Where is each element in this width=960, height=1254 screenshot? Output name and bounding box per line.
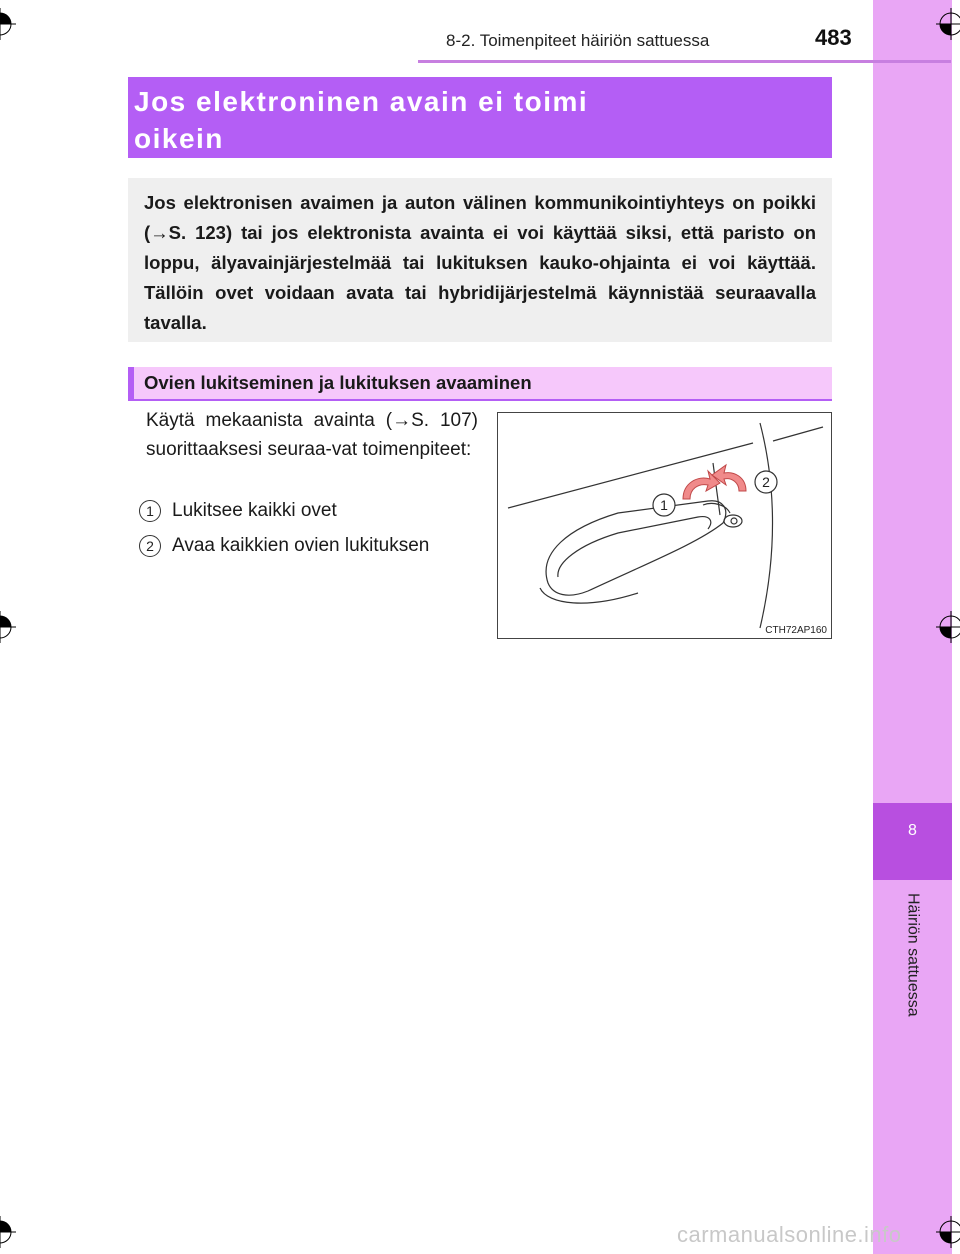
callout-2-label: 2	[762, 474, 770, 490]
chapter-number: 8	[908, 822, 917, 839]
watermark: carmanualsonline.info	[677, 1222, 902, 1247]
step-text: Lukitsee kaikki ovet	[172, 500, 337, 521]
chapter-title: Häiriön sattuessa	[904, 893, 922, 1017]
page-number: 483	[815, 25, 852, 50]
header-section-title: 8-2. Toimenpiteet häiriön sattuessa	[446, 31, 710, 50]
step-number: 2	[139, 535, 161, 557]
figure-code: CTH72AP160	[765, 625, 827, 636]
intro-text: Jos elektronisen avaimen ja auton välinen kommunikointiyhteys on poikki (→S. 123) tai jos elektronista avainta ei voi käyttää siksi, että paristo on loppu, älyavainjärjestelmää tai lukituksen kauko-ohjainta ei voi käyttää. Tällöin ovet voidaan avata tai hybridijärjestelmä käynnistää seuraavalla tavalla.	[144, 192, 816, 333]
page-title: Jos elektroninen avain ei toimi oikein	[134, 86, 589, 154]
callout-1-label: 1	[660, 497, 668, 513]
subsection-title: Ovien lukitseminen ja lukituksen avaaminen	[144, 372, 532, 393]
step-text: Avaa kaikkien ovien lukituksen	[172, 535, 430, 556]
step-number: 1	[139, 500, 161, 522]
body-paragraph: Käytä mekaanista avainta (→S. 107) suorittaaksesi seuraa-vat toimenpiteet:	[146, 410, 478, 460]
